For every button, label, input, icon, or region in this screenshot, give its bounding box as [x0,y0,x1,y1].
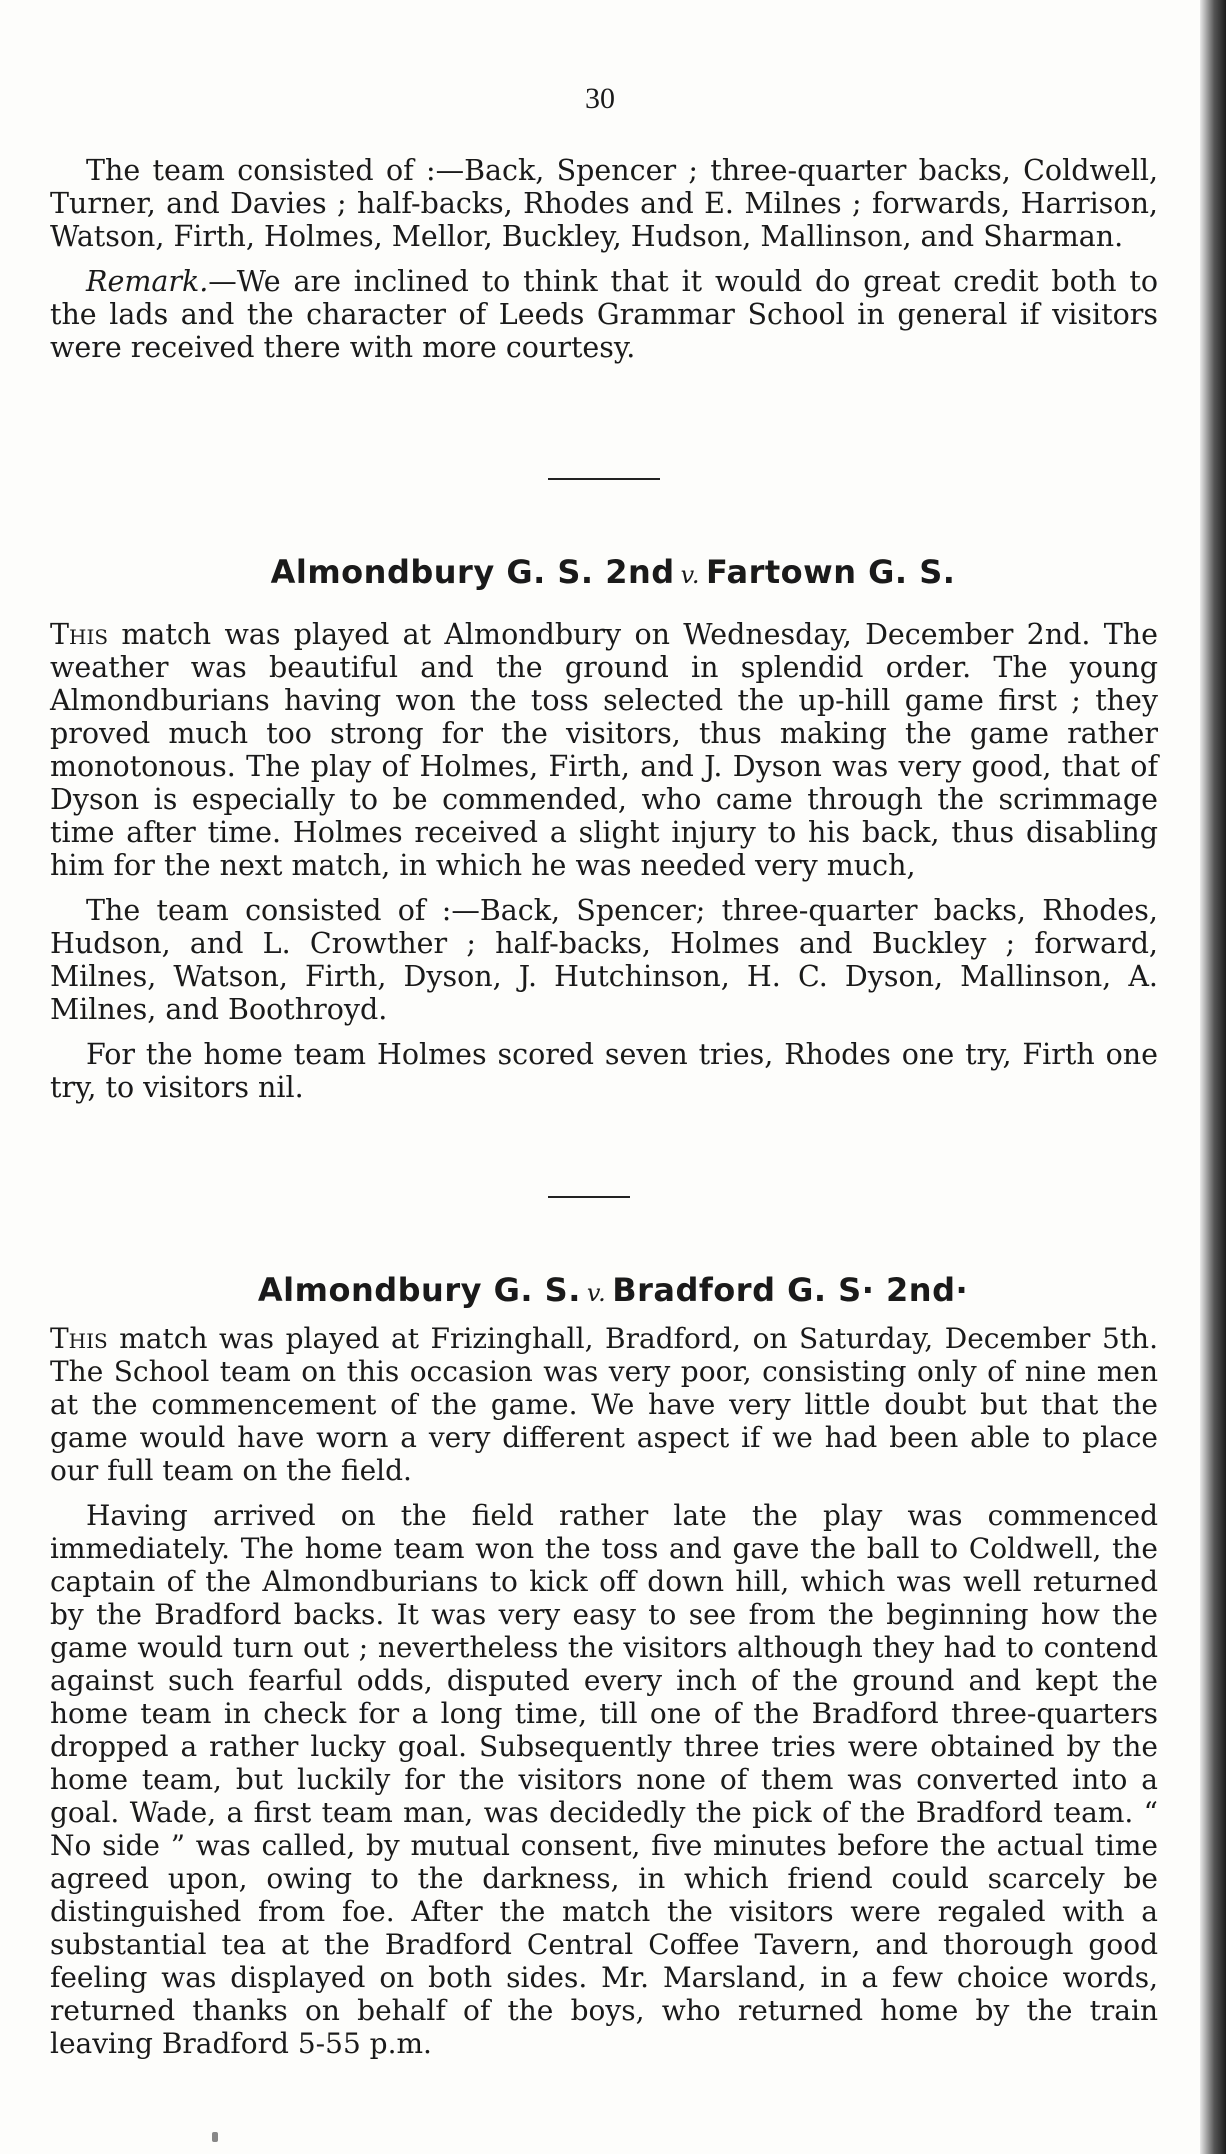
fartown-team-paragraph: The team consisted of :—Back, Spencer; three-quarter backs, Rhodes, Hudson, and L. Crowther ; half-backs, Holmes and Buckley ; forward, Milnes, Watson, Firth, Dyson, J. Hutchinson, H. C. Dyson, Mallinson, A. Milnes, and Boothroyd. [50,894,1158,1026]
heading-away-team: Fartown G. S. [706,553,956,591]
heading-versus: v. [680,561,701,589]
bradford-report-text: match was played at Frizinghall, Bradford, on Saturday, December 5th. The School team on this occasion was very poor, consisting only of nine men at the commencement of the game. We have very little doubt but that the game would have worn a very different aspect if we had been able to place our full team on the field. [50,1322,1158,1487]
bradford-match-section [50,1322,1158,2072]
bradford-game-paragraph: Having arrived on the field rather late the play was commenced immediately. The home team won the toss and gave the ball to Coldwell, the captain of the Almondburians to kick off down hill, which was well returned by the Bradford backs. It was very easy to see from the beginning how the game would turn out ; nevertheless the visitors although they had to contend against such fearful odds, disputed every inch of the ground and kept the home team in check for a long time, till one of the Bradford three-quarters dropped a rather lucky goal. Subsequently three tries were obtained by the home team, but luckily for the visitors none of them was converted into a goal. Wade, a first team man, was decidedly the pick of the Bradford team. “ No side ” was called, by mutual consent, five minutes before the actual time agreed upon, owing to the darkness, in which friend could scarcely be distinguished from foe. After the match the visitors were regaled with a substantial tea at the Bradford Central Coffee Tavern, and thorough good feeling was displayed on both sides. Mr. Marsland, in a few choice words, returned thanks on behalf of the boys, who returned home by the train leaving Bradford 5-55 p.m. [50,1499,1158,2060]
heading-versus: v. [586,1279,607,1307]
bradford-report-paragraph [50,1322,1158,1487]
heading-home-team: Almondbury G. S. [257,1271,581,1309]
match-heading-fartown [0,552,1226,595]
fartown-report-text: match was played at Almondbury on Wednesday, December 2nd. The weather was beautiful and the ground in splendid order. The young Almondburians having won the toss selected the up-hill game first ; they proved much too strong for the visitors, thus making the game rather monotonous. The play of Holmes, Firth, and J. Dyson was very good, that of Dyson is especially to be commended, who came through the scrimmage time after time. Holmes received a slight injury to his back, thus disabling him for the next match, in which he was needed very much, [50,618,1158,882]
lead-word: This [50,618,109,651]
scan-edge-shadow [1200,0,1226,2154]
heading-away-team: Bradford G. S· 2nd· [612,1271,969,1309]
fartown-score-paragraph: For the home team Holmes scored seven tries, Rhodes one try, Firth one try, to visitors nil. [50,1038,1158,1104]
remark-paragraph [50,265,1158,364]
previous-match-section [50,154,1158,376]
fartown-report-paragraph [50,618,1158,882]
match-heading-bradford [0,1270,1226,1313]
remark-text: —We are inclined to think that it would do great credit both to the lads and the character of Leeds Grammar School in general if visitors were received there with more courtesy. [50,265,1158,364]
remark-label: Remark. [86,265,209,298]
lead-word: This [50,1322,108,1355]
section-divider [548,478,660,480]
section-divider [548,1196,630,1198]
print-mark [212,2132,218,2142]
team-list-paragraph: The team consisted of :—Back, Spencer ; three-quarter backs, Coldwell, Turner, and Davies ; half-backs, Rhodes and E. Milnes ; forwards, Harrison, Watson, Firth, Holmes, Mellor, Buckley, Hudson, Mallinson, and Sharman. [50,154,1158,253]
page-number: 30 [585,82,615,115]
heading-home-team: Almondbury G. S. 2nd [270,553,675,591]
fartown-match-section [50,618,1158,1116]
